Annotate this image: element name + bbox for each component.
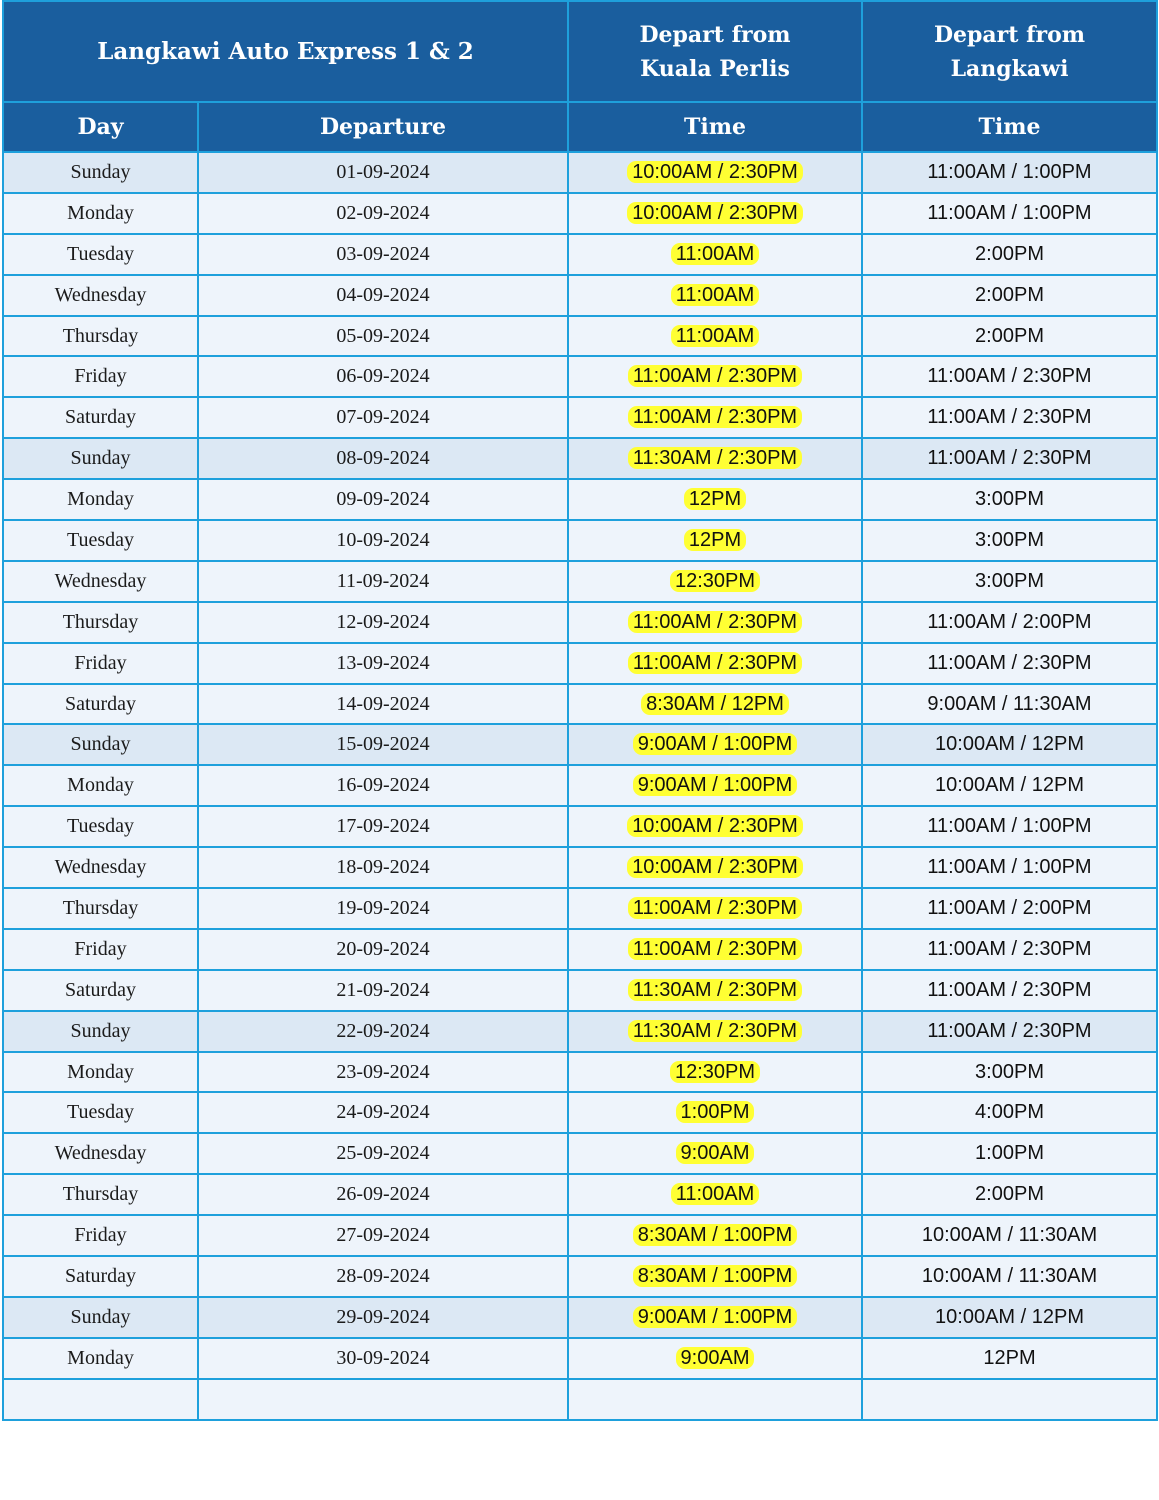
day-cell: Friday bbox=[3, 356, 198, 397]
day-cell: Thursday bbox=[3, 316, 198, 357]
departure-date-cell bbox=[198, 1379, 568, 1420]
day-cell: Monday bbox=[3, 479, 198, 520]
day-cell: Tuesday bbox=[3, 520, 198, 561]
departure-date-cell: 29-09-2024 bbox=[198, 1297, 568, 1338]
kuala-perlis-time-cell bbox=[568, 1011, 862, 1052]
header-depart-langkawi bbox=[862, 1, 1157, 102]
highlighted-time: 9:00AM / 1:00PM bbox=[633, 774, 798, 796]
highlighted-time: 11:00AM bbox=[671, 325, 760, 347]
table-row bbox=[3, 152, 1157, 193]
departure-date-cell: 02-09-2024 bbox=[198, 193, 568, 234]
table-row bbox=[3, 234, 1157, 275]
day-cell: Wednesday bbox=[3, 1133, 198, 1174]
day-cell: Wednesday bbox=[3, 561, 198, 602]
header-depart-langkawi-line2: Langkawi bbox=[950, 55, 1069, 82]
kuala-perlis-time-cell bbox=[568, 152, 862, 193]
departure-date-cell: 16-09-2024 bbox=[198, 765, 568, 806]
departure-date-cell: 26-09-2024 bbox=[198, 1174, 568, 1215]
departure-date-cell: 06-09-2024 bbox=[198, 356, 568, 397]
table-row bbox=[3, 602, 1157, 643]
header-depart-kuala-perlis-line1: Depart from bbox=[639, 21, 791, 48]
departure-date-cell: 27-09-2024 bbox=[198, 1215, 568, 1256]
highlighted-time: 11:00AM / 2:30PM bbox=[628, 897, 802, 919]
day-cell: Friday bbox=[3, 643, 198, 684]
highlighted-time: 8:30AM / 12PM bbox=[641, 693, 789, 715]
table-row bbox=[3, 1215, 1157, 1256]
highlighted-time: 11:00AM bbox=[671, 284, 760, 306]
departure-date-cell: 07-09-2024 bbox=[198, 397, 568, 438]
table-row bbox=[3, 520, 1157, 561]
langkawi-time-cell: 11:00AM / 2:30PM bbox=[862, 970, 1157, 1011]
day-cell: Saturday bbox=[3, 970, 198, 1011]
departure-date-cell: 05-09-2024 bbox=[198, 316, 568, 357]
header-row-columns bbox=[3, 102, 1157, 152]
departure-date-cell: 08-09-2024 bbox=[198, 438, 568, 479]
highlighted-time: 11:00AM bbox=[671, 1183, 760, 1205]
day-cell: Sunday bbox=[3, 1011, 198, 1052]
ferry-schedule-table bbox=[2, 0, 1158, 1421]
departure-date-cell: 15-09-2024 bbox=[198, 724, 568, 765]
langkawi-time-cell: 11:00AM / 1:00PM bbox=[862, 193, 1157, 234]
kuala-perlis-time-cell bbox=[568, 1092, 862, 1133]
kuala-perlis-time-cell bbox=[568, 561, 862, 602]
day-cell: Sunday bbox=[3, 724, 198, 765]
departure-date-cell: 10-09-2024 bbox=[198, 520, 568, 561]
departure-date-cell: 13-09-2024 bbox=[198, 643, 568, 684]
departure-date-cell: 04-09-2024 bbox=[198, 275, 568, 316]
table-row bbox=[3, 1338, 1157, 1379]
highlighted-time: 10:00AM / 2:30PM bbox=[627, 815, 803, 837]
day-cell: Thursday bbox=[3, 602, 198, 643]
day-cell: Monday bbox=[3, 1052, 198, 1093]
kuala-perlis-time-cell bbox=[568, 929, 862, 970]
langkawi-time-cell: 10:00AM / 12PM bbox=[862, 724, 1157, 765]
table-row bbox=[3, 888, 1157, 929]
kuala-perlis-time-cell bbox=[568, 397, 862, 438]
langkawi-time-cell: 12PM bbox=[862, 1338, 1157, 1379]
kuala-perlis-time-cell bbox=[568, 1052, 862, 1093]
schedule-title: Langkawi Auto Express 1 & 2 bbox=[3, 1, 568, 102]
day-cell bbox=[3, 1379, 198, 1420]
kuala-perlis-time-cell bbox=[568, 847, 862, 888]
table-row bbox=[3, 193, 1157, 234]
highlighted-time: 9:00AM / 1:00PM bbox=[633, 733, 798, 755]
langkawi-time-cell: 11:00AM / 2:30PM bbox=[862, 356, 1157, 397]
langkawi-time-cell: 11:00AM / 2:30PM bbox=[862, 1011, 1157, 1052]
langkawi-time-cell: 11:00AM / 1:00PM bbox=[862, 806, 1157, 847]
departure-date-cell: 14-09-2024 bbox=[198, 684, 568, 725]
langkawi-time-cell: 9:00AM / 11:30AM bbox=[862, 684, 1157, 725]
day-cell: Sunday bbox=[3, 152, 198, 193]
langkawi-time-cell bbox=[862, 1379, 1157, 1420]
day-cell: Sunday bbox=[3, 1297, 198, 1338]
kuala-perlis-time-cell bbox=[568, 438, 862, 479]
kuala-perlis-time-cell bbox=[568, 316, 862, 357]
departure-date-cell: 12-09-2024 bbox=[198, 602, 568, 643]
table-row bbox=[3, 438, 1157, 479]
langkawi-time-cell: 11:00AM / 2:30PM bbox=[862, 397, 1157, 438]
table-row bbox=[3, 684, 1157, 725]
day-cell: Monday bbox=[3, 1338, 198, 1379]
highlighted-time: 10:00AM / 2:30PM bbox=[627, 161, 803, 183]
table-row bbox=[3, 356, 1157, 397]
departure-date-cell: 17-09-2024 bbox=[198, 806, 568, 847]
kuala-perlis-time-cell bbox=[568, 275, 862, 316]
highlighted-time: 10:00AM / 2:30PM bbox=[627, 202, 803, 224]
day-cell: Saturday bbox=[3, 397, 198, 438]
departure-date-cell: 24-09-2024 bbox=[198, 1092, 568, 1133]
day-cell: Saturday bbox=[3, 684, 198, 725]
day-cell: Wednesday bbox=[3, 275, 198, 316]
day-cell: Wednesday bbox=[3, 847, 198, 888]
table-row bbox=[3, 1133, 1157, 1174]
departure-date-cell: 18-09-2024 bbox=[198, 847, 568, 888]
langkawi-time-cell: 1:00PM bbox=[862, 1133, 1157, 1174]
table-row bbox=[3, 561, 1157, 602]
kuala-perlis-time-cell bbox=[568, 888, 862, 929]
kuala-perlis-time-cell bbox=[568, 193, 862, 234]
highlighted-time: 11:00AM / 2:30PM bbox=[628, 406, 802, 428]
table-row bbox=[3, 1011, 1157, 1052]
highlighted-time: 11:30AM / 2:30PM bbox=[628, 979, 802, 1001]
column-header-day: Day bbox=[3, 102, 198, 152]
table-row bbox=[3, 1256, 1157, 1297]
kuala-perlis-time-cell bbox=[568, 806, 862, 847]
day-cell: Thursday bbox=[3, 888, 198, 929]
kuala-perlis-time-cell bbox=[568, 1379, 862, 1420]
highlighted-time: 11:00AM / 2:30PM bbox=[628, 938, 802, 960]
departure-date-cell: 20-09-2024 bbox=[198, 929, 568, 970]
table-row bbox=[3, 1379, 1157, 1420]
departure-date-cell: 25-09-2024 bbox=[198, 1133, 568, 1174]
table-row bbox=[3, 1092, 1157, 1133]
table-row bbox=[3, 479, 1157, 520]
kuala-perlis-time-cell bbox=[568, 356, 862, 397]
table-row bbox=[3, 970, 1157, 1011]
departure-date-cell: 28-09-2024 bbox=[198, 1256, 568, 1297]
highlighted-time: 12:30PM bbox=[670, 570, 760, 592]
kuala-perlis-time-cell bbox=[568, 520, 862, 561]
table-row bbox=[3, 929, 1157, 970]
langkawi-time-cell: 3:00PM bbox=[862, 1052, 1157, 1093]
kuala-perlis-time-cell bbox=[568, 970, 862, 1011]
table-row bbox=[3, 1052, 1157, 1093]
langkawi-time-cell: 11:00AM / 2:30PM bbox=[862, 438, 1157, 479]
kuala-perlis-time-cell bbox=[568, 1215, 862, 1256]
langkawi-time-cell: 10:00AM / 11:30AM bbox=[862, 1256, 1157, 1297]
table-row bbox=[3, 765, 1157, 806]
table-row bbox=[3, 397, 1157, 438]
langkawi-time-cell: 3:00PM bbox=[862, 479, 1157, 520]
table-row bbox=[3, 643, 1157, 684]
header-depart-langkawi-line1: Depart from bbox=[933, 21, 1086, 48]
langkawi-time-cell: 11:00AM / 2:00PM bbox=[862, 602, 1157, 643]
langkawi-time-cell: 11:00AM / 2:30PM bbox=[862, 929, 1157, 970]
table-row bbox=[3, 316, 1157, 357]
highlighted-time: 11:00AM bbox=[671, 243, 760, 265]
highlighted-time: 12PM bbox=[684, 488, 746, 510]
day-cell: Tuesday bbox=[3, 234, 198, 275]
langkawi-time-cell: 2:00PM bbox=[862, 1174, 1157, 1215]
departure-date-cell: 03-09-2024 bbox=[198, 234, 568, 275]
table-row bbox=[3, 1174, 1157, 1215]
langkawi-time-cell: 11:00AM / 2:30PM bbox=[862, 643, 1157, 684]
departure-date-cell: 30-09-2024 bbox=[198, 1338, 568, 1379]
highlighted-time: 9:00AM / 1:00PM bbox=[633, 1306, 798, 1328]
highlighted-time: 11:30AM / 2:30PM bbox=[628, 447, 802, 469]
column-header-departure: Departure bbox=[198, 102, 568, 152]
departure-date-cell: 09-09-2024 bbox=[198, 479, 568, 520]
langkawi-time-cell: 3:00PM bbox=[862, 520, 1157, 561]
highlighted-time: 9:00AM bbox=[676, 1142, 755, 1164]
langkawi-time-cell: 2:00PM bbox=[862, 316, 1157, 357]
day-cell: Monday bbox=[3, 193, 198, 234]
day-cell: Friday bbox=[3, 929, 198, 970]
langkawi-time-cell: 2:00PM bbox=[862, 234, 1157, 275]
day-cell: Saturday bbox=[3, 1256, 198, 1297]
highlighted-time: 1:00PM bbox=[676, 1101, 755, 1123]
kuala-perlis-time-cell bbox=[568, 1297, 862, 1338]
kuala-perlis-time-cell bbox=[568, 765, 862, 806]
highlighted-time: 10:00AM / 2:30PM bbox=[627, 856, 803, 878]
highlighted-time: 8:30AM / 1:00PM bbox=[633, 1265, 798, 1287]
table-row bbox=[3, 847, 1157, 888]
kuala-perlis-time-cell bbox=[568, 479, 862, 520]
kuala-perlis-time-cell bbox=[568, 643, 862, 684]
langkawi-time-cell: 11:00AM / 1:00PM bbox=[862, 152, 1157, 193]
langkawi-time-cell: 10:00AM / 12PM bbox=[862, 765, 1157, 806]
highlighted-time: 9:00AM bbox=[676, 1347, 755, 1369]
kuala-perlis-time-cell bbox=[568, 234, 862, 275]
langkawi-time-cell: 10:00AM / 12PM bbox=[862, 1297, 1157, 1338]
kuala-perlis-time-cell bbox=[568, 1256, 862, 1297]
langkawi-time-cell: 4:00PM bbox=[862, 1092, 1157, 1133]
day-cell: Friday bbox=[3, 1215, 198, 1256]
departure-date-cell: 01-09-2024 bbox=[198, 152, 568, 193]
kuala-perlis-time-cell bbox=[568, 1133, 862, 1174]
highlighted-time: 11:00AM / 2:30PM bbox=[628, 365, 802, 387]
langkawi-time-cell: 3:00PM bbox=[862, 561, 1157, 602]
departure-date-cell: 22-09-2024 bbox=[198, 1011, 568, 1052]
highlighted-time: 11:00AM / 2:30PM bbox=[628, 652, 802, 674]
kuala-perlis-time-cell bbox=[568, 684, 862, 725]
kuala-perlis-time-cell bbox=[568, 724, 862, 765]
column-header-time-langkawi: Time bbox=[862, 102, 1157, 152]
departure-date-cell: 11-09-2024 bbox=[198, 561, 568, 602]
day-cell: Thursday bbox=[3, 1174, 198, 1215]
highlighted-time: 12:30PM bbox=[670, 1061, 760, 1083]
langkawi-time-cell: 11:00AM / 1:00PM bbox=[862, 847, 1157, 888]
highlighted-time: 8:30AM / 1:00PM bbox=[633, 1224, 798, 1246]
schedule-body bbox=[3, 152, 1157, 1420]
langkawi-time-cell: 10:00AM / 11:30AM bbox=[862, 1215, 1157, 1256]
kuala-perlis-time-cell bbox=[568, 1338, 862, 1379]
highlighted-time: 11:00AM / 2:30PM bbox=[628, 611, 802, 633]
day-cell: Monday bbox=[3, 765, 198, 806]
day-cell: Tuesday bbox=[3, 1092, 198, 1133]
departure-date-cell: 21-09-2024 bbox=[198, 970, 568, 1011]
departure-date-cell: 19-09-2024 bbox=[198, 888, 568, 929]
table-row bbox=[3, 1297, 1157, 1338]
column-header-time-kuala-perlis: Time bbox=[568, 102, 862, 152]
highlighted-time: 12PM bbox=[684, 529, 746, 551]
table-row bbox=[3, 806, 1157, 847]
table-row bbox=[3, 275, 1157, 316]
highlighted-time: 11:30AM / 2:30PM bbox=[628, 1020, 802, 1042]
departure-date-cell: 23-09-2024 bbox=[198, 1052, 568, 1093]
table-row bbox=[3, 724, 1157, 765]
langkawi-time-cell: 2:00PM bbox=[862, 275, 1157, 316]
langkawi-time-cell: 11:00AM / 2:00PM bbox=[862, 888, 1157, 929]
kuala-perlis-time-cell bbox=[568, 1174, 862, 1215]
day-cell: Sunday bbox=[3, 438, 198, 479]
kuala-perlis-time-cell bbox=[568, 602, 862, 643]
day-cell: Tuesday bbox=[3, 806, 198, 847]
header-row-top bbox=[3, 1, 1157, 102]
header-depart-kuala-perlis-line2: Kuala Perlis bbox=[640, 55, 790, 82]
header-depart-kuala-perlis bbox=[568, 1, 862, 102]
